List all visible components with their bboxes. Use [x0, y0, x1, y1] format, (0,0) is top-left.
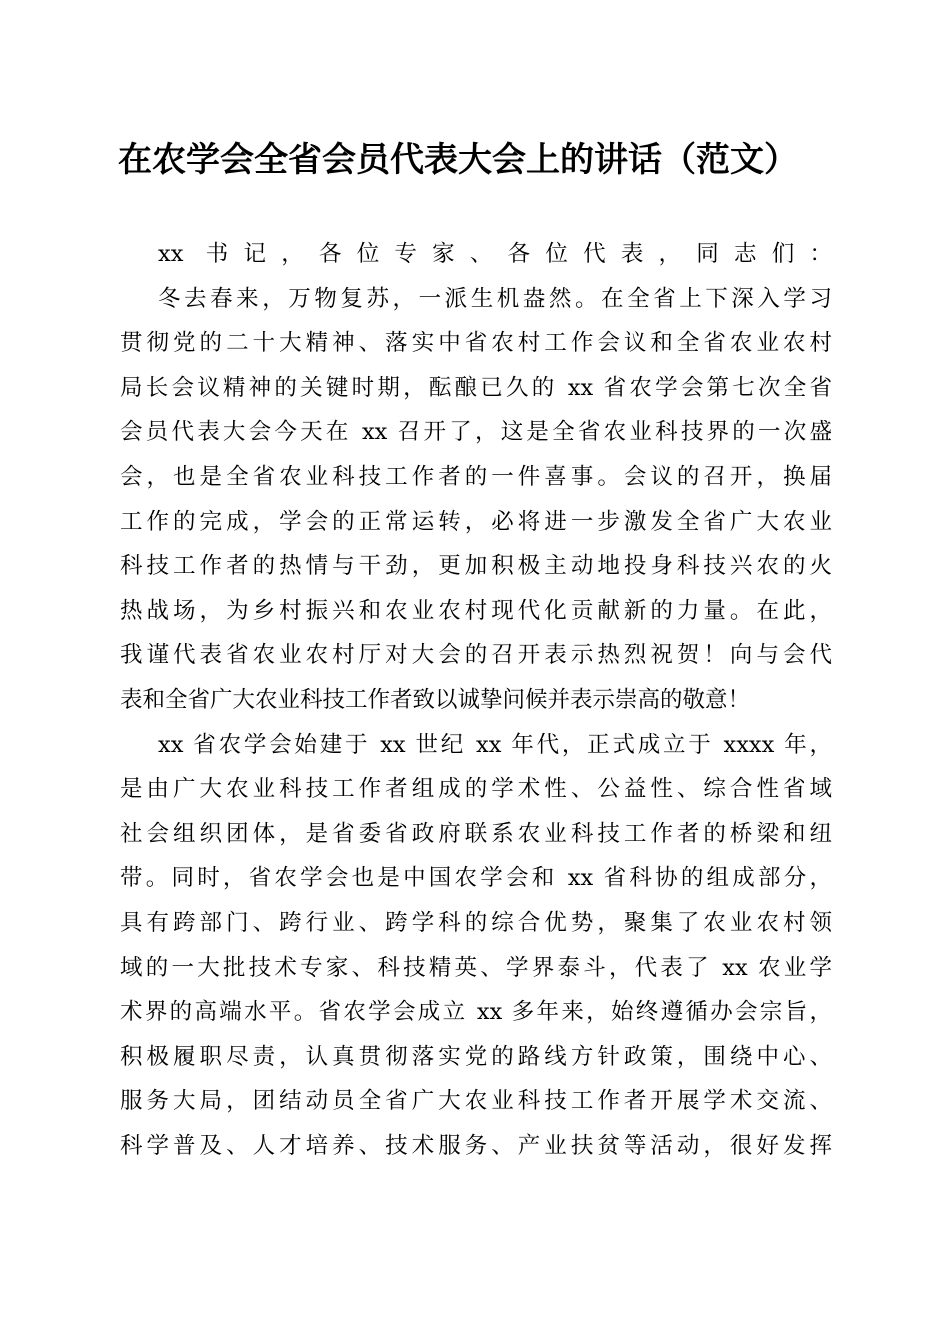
paragraph-line: 科技工作者的热情与干劲，更加积极主动地投身科技兴农的火: [120, 553, 832, 580]
salutation-line: xx 书记，各位专家、各位代表，同志们：: [158, 241, 832, 267]
paragraph-line: 具有跨部门、跨行业、跨学科的综合优势，聚集了农业农村领: [120, 909, 832, 936]
paragraph-line: 会员代表大会今天在 xx 召开了，这是全省农业科技界的一次盛: [120, 419, 832, 446]
paragraph-line: 表和全省广大农业科技工作者致以诚挚问候并表示崇高的敬意！: [120, 686, 751, 713]
document-body: [120, 232, 832, 1168]
paragraph-line: 热战场，为乡村振兴和农业农村现代化贡献新的力量。在此，: [120, 597, 832, 624]
document-title: 在农学会全省会员代表大会上的讲话（范文）: [118, 140, 798, 180]
paragraph-line: 社会组织团体，是省委省政府联系农业科技工作者的桥梁和纽: [120, 820, 832, 847]
paragraph-line: 冬去春来，万物复苏，一派生机盎然。在全省上下深入学习: [158, 285, 832, 312]
paragraph-line: 科学普及、人才培养、技术服务、产业扶贫等活动，很好发挥: [120, 1132, 832, 1159]
paragraph-line: 我谨代表省农业农村厅对大会的召开表示热烈祝贺！向与会代: [120, 642, 832, 669]
paragraph-line: 服务大局，团结动员全省广大农业科技工作者开展学术交流、: [120, 1088, 832, 1115]
paragraph-line: 积极履职尽责，认真贯彻落实党的路线方针政策，围绕中心、: [120, 1043, 832, 1070]
paragraph-line: xx 省农学会始建于 xx 世纪 xx 年代，正式成立于 xxxx 年，: [158, 731, 832, 758]
paragraph-line: 局长会议精神的关键时期，酝酿已久的 xx 省农学会第七次全省: [120, 374, 832, 401]
paragraph-line: 带。同时，省农学会也是中国农学会和 xx 省科协的组成部分，: [120, 865, 832, 892]
paragraph-line: 贯彻党的二十大精神、落实中省农村工作会议和全省农业农村: [120, 330, 832, 357]
paragraph-line: 术界的高端水平。省农学会成立 xx 多年来，始终遵循办会宗旨，: [120, 999, 832, 1026]
paragraph-line: 工作的完成，学会的正常运转，必将进一步激发全省广大农业: [120, 508, 832, 535]
paragraph-line: 是由广大农业科技工作者组成的学术性、公益性、综合性省域: [120, 776, 832, 803]
paragraph-line: 会，也是全省农业科技工作者的一件喜事。会议的召开，换届: [120, 463, 832, 490]
paragraph-line: 域的一大批技术专家、科技精英、学界泰斗，代表了 xx 农业学: [120, 954, 832, 981]
